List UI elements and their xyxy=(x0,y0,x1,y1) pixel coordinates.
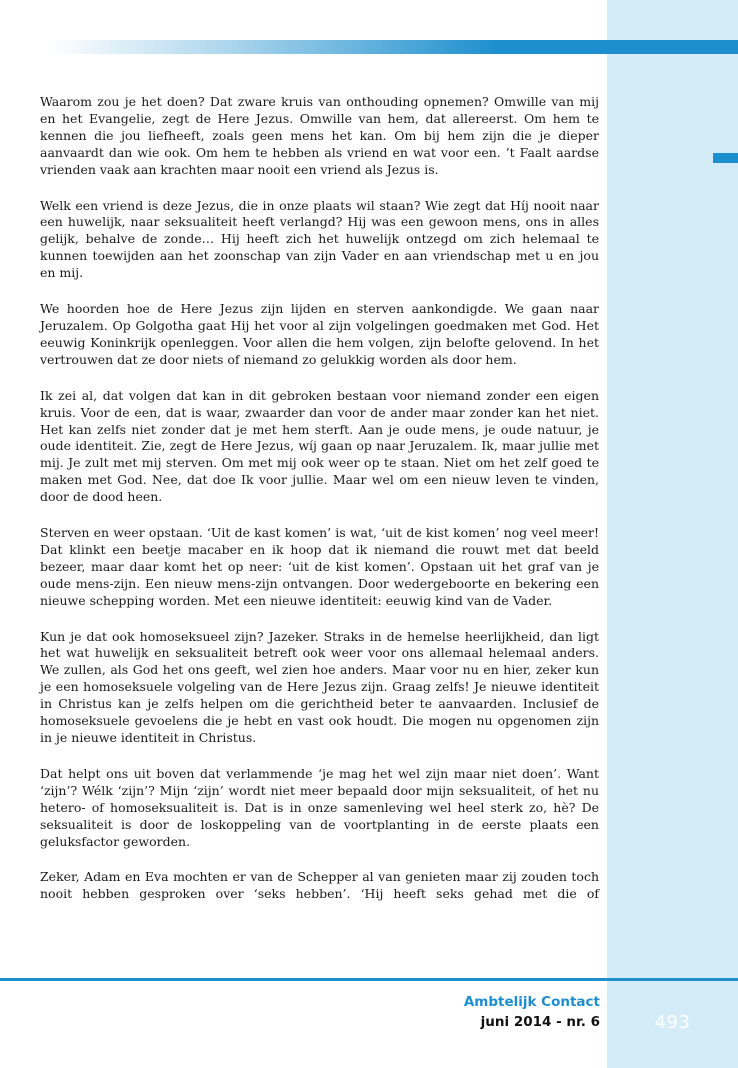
article-body xyxy=(40,94,599,922)
side-marker xyxy=(713,153,738,163)
paragraph: We hoorden hoe de Here Jezus zijn lijden en sterven aankondigde. We gaan naar Jeruzalem. Op Golgotha gaat Hij het voor al zijn volgelingen goedmaken met God. Het eeuwig Koninkrijk openleggen. Voor allen die hem volgen, zijn belofte gelovend. In het vertrouwen dat ze door niets of niemand zo gelukkig worden als door hem. xyxy=(40,301,599,367)
page-number: 493 xyxy=(654,1012,691,1033)
paragraph: Sterven en weer opstaan. ‘Uit de kast komen’ is wat, ‘uit de kist komen’ nog veel meer! Dat klinkt een beetje macaber en ik hoop dat ik niemand die rouwt met dat beeld bezeer, maar daar komt het op neer: ‘uit de kist komen’. Opstaan uit het graf van je oude mens-zijn. Een nieuw mens-zijn ontvangen. Door wedergeboorte en bekering een nieuwe schepping worden. Met een nieuwe identiteit: eeuwig kind van de Vader. xyxy=(40,525,599,608)
paragraph: Ik zei al, dat volgen dat kan in dit gebroken bestaan voor niemand zonder een eigen kruis. Voor de een, dat is waar, zwaarder dan voor de ander maar zonder kan het niet. Het kan zelfs niet zonder dat je met hem sterft. Aan je oude mens, je oude natuur, je oude identiteit. Zie, zegt de Here Jezus, wíj gaan op naar Jeruzalem. Ik, maar jullie met mij. Je zult met mij sterven. Om met mij ook weer op te staan. Niet om het zelf goed te maken met God. Nee, dat doe Ik voor jullie. Maar wel om een nieuw leven te vinden, door de dood heen. xyxy=(40,387,599,505)
top-gradient-bar xyxy=(48,40,738,54)
paragraph: Zeker, Adam en Eva mochten er van de Schepper al van genieten maar zij zouden toch nooit hebben gesproken over ‘seks hebben’. ‘Hij heeft seks gehad met die of xyxy=(40,869,599,902)
bottom-rule xyxy=(0,978,738,981)
paragraph: Waarom zou je het doen? Dat zware kruis van onthouding opnemen? Omwille van mij en het Evangelie, zegt de Here Jezus. Omwille van hem, dat allereerst. Om hem te kennen die jou liefheeft, zoals geen mens het kan. Om bij hem zijn die je dieper aanvaardt dan wie ook. Om hem te hebben als vriend en wat voor een. ’t Faalt aardse vrienden vaak aan krachten maar nooit een vriend als Jezus is. xyxy=(40,94,599,177)
issue-label: juni 2014 - nr. 6 xyxy=(480,1014,600,1030)
magazine-title: Ambtelijk Contact xyxy=(463,994,600,1010)
paragraph: Kun je dat ook homoseksueel zijn? Jazeker. Straks in de hemelse heerlijkheid, dan ligt het wat huwelijk en seksualiteit betreft ook weer voor ons allemaal helemaal anders. We zullen, als God het ons geeft, wel zien hoe anders. Maar voor nu en hier, zeker kun je een homoseksuele volgeling van de Here Jezus zijn. Graag zelfs! Je nieuwe identiteit in Christus kan je zelfs helpen om die gerichtheid beter te aanvaarden. Inclusief de homoseksuele gevoelens die je hebt en vast ook houdt. Die mogen nu opgenomen zijn in je nieuwe identiteit in Christus. xyxy=(40,628,599,745)
paragraph: Dat helpt ons uit boven dat verlammende ‘je mag het wel zijn maar niet doen’. Want ‘zijn’? Wélk ‘zijn’? Mijn ‘zijn’ wordt niet meer bepaald door mijn seksualiteit, of het nu hetero- of homoseksualiteit is. Dat is in onze samenleving wel heel sterk zo, hè? De seksualiteit is door de loskoppeling van de voortplanting in de eerste plaats een geluksfactor geworden. xyxy=(40,765,599,849)
paragraph: Welk een vriend is deze Jezus, die in onze plaats wil staan? Wie zegt dat Híj nooit naar een huwelijk, naar seksualiteit heeft verlangd? Hij was een gewoon mens, ons in alles gelijk, behalve de zonde… Hij heeft zich het huwelijk ontzegd om zich helemaal te kunnen toewijden aan het zoonschap van zijn Vader en aan vriendschap met u en jou en mij. xyxy=(40,197,599,281)
